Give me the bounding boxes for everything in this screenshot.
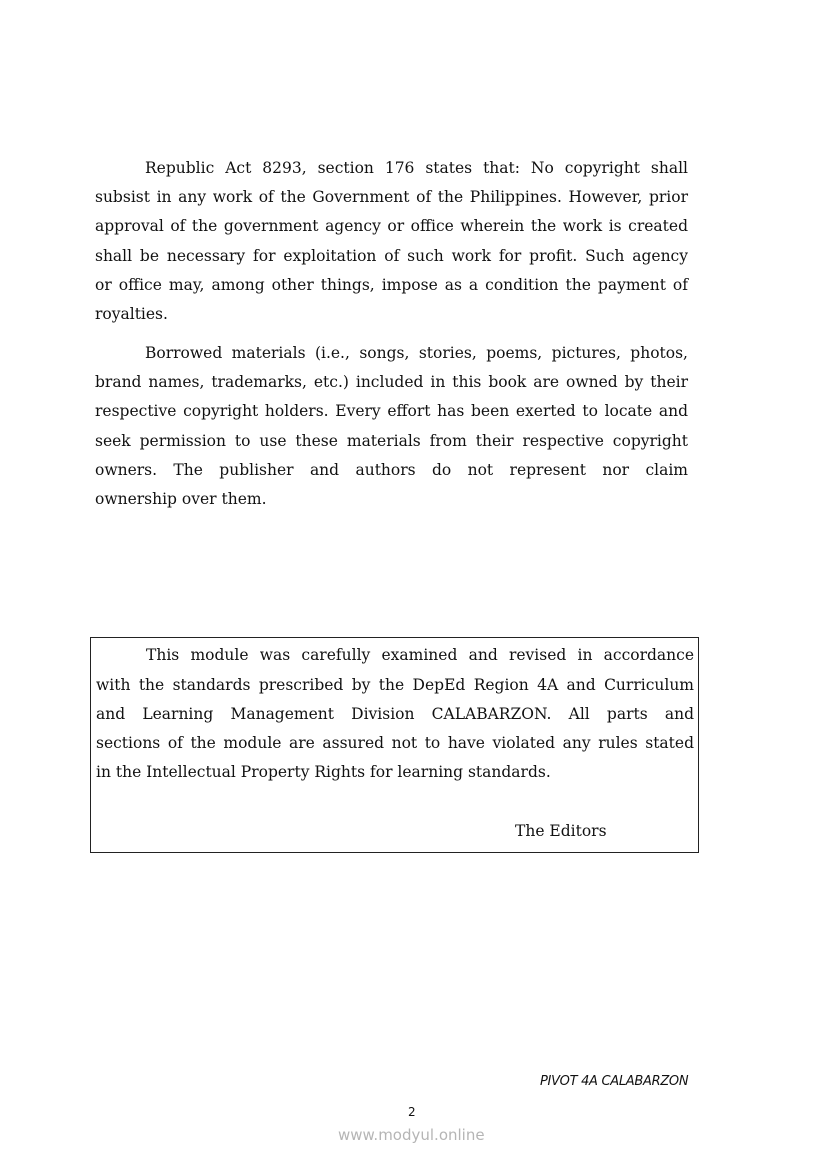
text-line: in the Intellectual Property Rights for learning standards. [96,763,551,781]
text-line: respective copyright holders. Every effort has been exerted to locate and [95,402,688,420]
text-line: ownership over them. [95,490,267,508]
text-line: Republic Act 8293, section 176 states that: No copyright shall [145,159,688,177]
text-line: sections of the module are assured not to have violated any rules stated [96,734,694,752]
text-line: approval of the government agency or office wherein the work is created [95,217,688,235]
watermark: www.modyul.online [338,1126,485,1144]
text-line: subsist in any work of the Government of the Philippines. However, prior [95,188,688,206]
text-line: royalties. [95,305,168,323]
text-line: shall be necessary for exploitation of such work for profit. Such agency [95,247,688,265]
text-line: owners. The publisher and authors do not represent nor claim [95,461,688,479]
notice-box [90,637,699,853]
text-line: Borrowed materials (i.e., songs, stories, poems, pictures, photos, [145,344,688,362]
text-line: seek permission to use these materials from their respective copyright [95,432,688,450]
text-line: with the standards prescribed by the DepEd Region 4A and Curriculum [96,676,694,694]
text-line: and Learning Management Division CALABARZON. All parts and [96,705,694,723]
text-line: This module was carefully examined and revised in accordance [146,646,694,664]
text-line: or office may, among other things, impose as a condition the payment of [95,276,688,294]
text-line: brand names, trademarks, etc.) included in this book are owned by their [95,373,688,391]
page-number: 2 [408,1105,416,1119]
footer-brand: PIVOT 4A CALABARZON [540,1074,689,1089]
signature: The Editors [515,822,607,840]
